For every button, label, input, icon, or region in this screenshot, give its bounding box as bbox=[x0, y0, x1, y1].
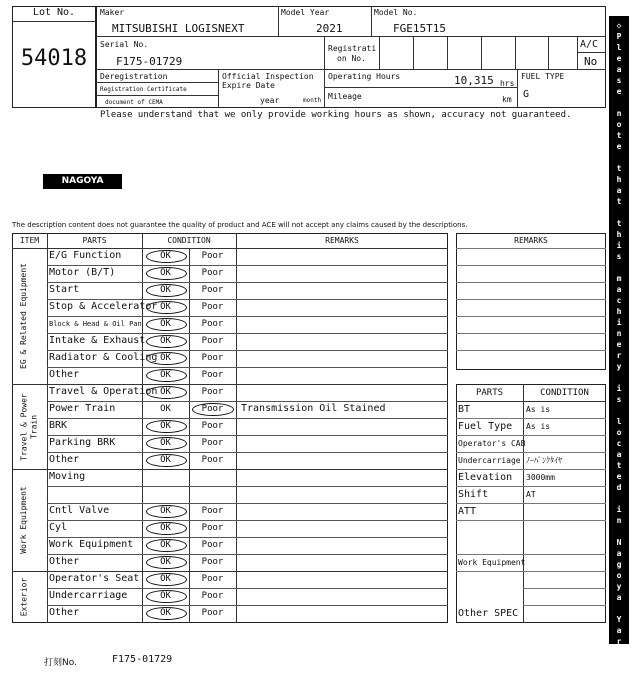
ok-option[interactable]: OK bbox=[160, 387, 171, 397]
side-notice-char: r bbox=[616, 351, 622, 360]
side-notice-char: n bbox=[616, 516, 622, 525]
spec-value: As is bbox=[526, 405, 551, 414]
poor-option[interactable]: Poor bbox=[201, 506, 224, 516]
group-label: EG & Related Equipment bbox=[19, 263, 28, 369]
ok-selected-circle bbox=[146, 369, 187, 382]
ok-selected-circle bbox=[146, 590, 187, 603]
disclaimer: The description content does not guarantee the quality of product and ACE will not accept any claims caused by the descriptions. bbox=[12, 221, 468, 229]
part-label: Intake & Exhaust bbox=[49, 335, 146, 346]
stamp-value: F175-01729 bbox=[112, 654, 173, 665]
km-unit: km bbox=[502, 95, 512, 104]
side-notice-char: l bbox=[616, 43, 622, 52]
ok-option[interactable]: OK bbox=[160, 319, 171, 329]
side-notice-char: d bbox=[616, 483, 622, 492]
serial-label: Serial No. bbox=[100, 40, 149, 49]
ok-option[interactable]: OK bbox=[160, 540, 171, 550]
side-notice-char bbox=[609, 372, 629, 383]
side-notice-char: i bbox=[616, 384, 622, 393]
side-notice-char bbox=[609, 207, 629, 218]
part-label: BRK bbox=[49, 420, 68, 431]
side-notice-char: i bbox=[616, 505, 622, 514]
ok-option[interactable]: OK bbox=[160, 268, 171, 278]
ok-option[interactable]: OK bbox=[160, 438, 171, 448]
poor-option[interactable]: Poor bbox=[201, 302, 224, 312]
year-label: year bbox=[260, 96, 280, 105]
part-label: Power Train bbox=[49, 403, 116, 414]
model-year-label: Model Year bbox=[281, 8, 330, 17]
spec-header-parts: PARTS bbox=[475, 388, 504, 398]
poor-option[interactable]: Poor bbox=[201, 540, 224, 550]
ok-selected-circle bbox=[146, 250, 187, 263]
part-label: Other bbox=[49, 607, 80, 618]
remark-text: Transmission Oil Stained bbox=[241, 403, 386, 414]
spec-part-label: Shift bbox=[458, 489, 489, 500]
poor-option[interactable]: Poor bbox=[201, 591, 224, 601]
ok-option[interactable]: OK bbox=[160, 574, 171, 584]
side-notice-char: t bbox=[616, 164, 622, 173]
poor-option[interactable]: Poor bbox=[201, 387, 224, 397]
side-notice-char: t bbox=[616, 219, 622, 228]
side-notice-char: e bbox=[616, 142, 622, 151]
dereg-sub2: document of CEMA bbox=[105, 99, 163, 106]
part-label: Other bbox=[49, 369, 80, 380]
ok-selected-circle bbox=[146, 539, 187, 552]
ok-selected-circle bbox=[146, 335, 187, 348]
ok-selected-circle bbox=[146, 522, 187, 535]
model-no-label: Model No. bbox=[374, 8, 418, 17]
spec-value: AT bbox=[526, 490, 536, 499]
poor-option[interactable]: Poor bbox=[201, 574, 224, 584]
part-label: Moving bbox=[49, 471, 86, 482]
side-notice-char: s bbox=[616, 252, 622, 261]
spec-part-label: BT bbox=[458, 404, 471, 415]
ok-selected-circle bbox=[146, 556, 187, 569]
side-notice-char: a bbox=[616, 285, 622, 294]
poor-option[interactable]: Poor bbox=[201, 421, 224, 431]
part-label: Parking BRK bbox=[49, 437, 116, 448]
ok-selected-circle bbox=[146, 267, 187, 280]
side-notice-char: s bbox=[616, 76, 622, 85]
side-notice-char: y bbox=[616, 582, 622, 591]
part-label: Block & Head & Oil Pan bbox=[49, 320, 142, 328]
spec-work-equipment-label: Work Equipment bbox=[458, 558, 526, 567]
side-notice-char: e bbox=[616, 87, 622, 96]
ok-option[interactable]: OK bbox=[160, 370, 171, 380]
side-notice-char: h bbox=[616, 307, 622, 316]
lot-label: Lot No. bbox=[32, 7, 76, 18]
ok-option[interactable]: OK bbox=[160, 506, 171, 516]
poor-option[interactable]: Poor bbox=[201, 370, 224, 380]
model-no-value: FGE15T15 bbox=[393, 22, 446, 35]
side-notice-char: Y bbox=[616, 615, 622, 624]
stamp-label: 打刻No. bbox=[44, 658, 77, 668]
lot-number: 54018 bbox=[20, 46, 88, 71]
ok-option[interactable]: OK bbox=[160, 353, 171, 363]
side-notice-char bbox=[609, 493, 629, 504]
part-label: Other bbox=[49, 556, 80, 567]
side-notice-strip bbox=[609, 16, 629, 668]
mileage-label: Mileage bbox=[328, 92, 362, 101]
ok-option[interactable]: OK bbox=[160, 285, 171, 295]
side-notice-char: e bbox=[616, 340, 622, 349]
side-notice-char: a bbox=[616, 593, 622, 602]
header-item: ITEM bbox=[19, 236, 40, 245]
poor-option[interactable]: Poor bbox=[201, 438, 224, 448]
part-label: Work Equipment bbox=[49, 539, 134, 550]
part-label: Radiator & Cooling bbox=[49, 352, 158, 363]
model-year-value: 2021 bbox=[316, 22, 343, 35]
side-notice-char: a bbox=[616, 626, 622, 635]
side-notice-char: P bbox=[616, 32, 622, 41]
location-badge: NAGOYA bbox=[43, 174, 122, 189]
ok-option[interactable]: OK bbox=[160, 557, 171, 567]
ok-option[interactable]: OK bbox=[160, 302, 171, 312]
ok-option[interactable]: OK bbox=[160, 404, 171, 414]
ok-option[interactable]: OK bbox=[160, 421, 171, 431]
side-notice-char: e bbox=[616, 472, 622, 481]
part-label: E/G Function bbox=[49, 250, 122, 261]
serial-value: F175-01729 bbox=[116, 55, 183, 68]
side-notice-char: o bbox=[616, 571, 622, 580]
side-notice-char: h bbox=[616, 175, 622, 184]
part-label: Start bbox=[49, 284, 80, 295]
ok-selected-circle bbox=[146, 607, 187, 620]
side-notice-char: ◇ bbox=[616, 21, 622, 30]
poor-option[interactable]: Poor bbox=[201, 251, 224, 261]
side-notice-char: t bbox=[616, 197, 622, 206]
part-label: Cyl bbox=[49, 522, 68, 533]
registration-label-1: Registrati bbox=[328, 44, 377, 53]
side-notice-char bbox=[609, 262, 629, 273]
maker-label: Maker bbox=[100, 8, 125, 17]
ok-selected-circle bbox=[146, 573, 187, 586]
ok-selected-circle bbox=[146, 284, 187, 297]
ok-option[interactable]: OK bbox=[160, 523, 171, 533]
spec-part-label: ATT bbox=[458, 506, 477, 517]
ac-label: A/C bbox=[580, 39, 599, 50]
side-notice-char: s bbox=[616, 395, 622, 404]
side-notice-char: o bbox=[616, 120, 622, 129]
ok-option[interactable]: OK bbox=[160, 455, 171, 465]
side-notice-char: a bbox=[616, 65, 622, 74]
part-label: Motor (B/T) bbox=[49, 267, 116, 278]
side-notice-char: y bbox=[616, 362, 622, 371]
registration-label-2: on No. bbox=[337, 54, 366, 63]
poor-option[interactable]: Poor bbox=[201, 268, 224, 278]
side-notice-char: N bbox=[616, 538, 622, 547]
right-header-remarks: REMARKS bbox=[514, 236, 548, 245]
side-notice-char: t bbox=[616, 131, 622, 140]
side-notice-char: n bbox=[616, 109, 622, 118]
side-notice-char: h bbox=[616, 230, 622, 239]
poor-option[interactable]: Poor bbox=[201, 404, 224, 414]
ok-selected-circle bbox=[146, 420, 187, 433]
poor-option[interactable]: Poor bbox=[201, 319, 224, 329]
poor-option[interactable]: Poor bbox=[201, 455, 224, 465]
side-notice-char: i bbox=[616, 241, 622, 250]
inspection-label-1: Official Inspection bbox=[222, 72, 314, 81]
side-notice-text bbox=[609, 16, 629, 669]
side-notice-char: t bbox=[616, 461, 622, 470]
poor-option[interactable]: Poor bbox=[201, 523, 224, 533]
side-notice-char bbox=[609, 97, 629, 108]
header-parts: PARTS bbox=[82, 236, 107, 245]
ok-selected-circle bbox=[146, 386, 187, 399]
part-label: Stop & Accelerator bbox=[49, 301, 158, 312]
hrs-unit: hrs bbox=[500, 79, 515, 88]
side-notice-char: c bbox=[616, 296, 622, 305]
ok-selected-circle bbox=[146, 454, 187, 467]
side-notice-char: ◇ bbox=[616, 659, 622, 668]
side-notice-char: m bbox=[616, 274, 622, 283]
month-label: month bbox=[303, 97, 322, 104]
spec-part-label: Undercarriage bbox=[458, 456, 521, 465]
side-notice-char bbox=[609, 152, 629, 163]
side-notice-char: i bbox=[616, 318, 622, 327]
side-notice-char: n bbox=[616, 329, 622, 338]
hours-notice: Please understand that we only provide working hours as shown, accuracy not guaranteed. bbox=[100, 110, 572, 120]
ok-option[interactable]: OK bbox=[160, 251, 171, 261]
spec-value: ﾉｰﾊﾟﾝｸﾀｲﾔ bbox=[526, 456, 562, 465]
operating-hours-label: Operating Hours bbox=[328, 72, 401, 81]
part-label: Undercarriage bbox=[49, 590, 128, 601]
spec-other-label: Other SPEC bbox=[458, 608, 519, 619]
dereg-sub1: Registration Certificate bbox=[100, 86, 187, 93]
ok-selected-circle bbox=[146, 318, 187, 331]
poor-option[interactable]: Poor bbox=[201, 353, 224, 363]
spec-part-label: Operator's CAB bbox=[458, 439, 526, 448]
group-label: Exterior bbox=[19, 577, 28, 616]
side-notice-char: a bbox=[616, 186, 622, 195]
poor-option[interactable]: Poor bbox=[201, 557, 224, 567]
part-label: Other bbox=[49, 454, 80, 465]
header-remarks: REMARKS bbox=[325, 236, 359, 245]
part-label: Operator's Seat bbox=[49, 573, 140, 584]
fuel-type-value: G bbox=[523, 89, 530, 100]
side-notice-char: e bbox=[616, 54, 622, 63]
side-notice-char: a bbox=[616, 450, 622, 459]
spec-part-label: Fuel Type bbox=[458, 421, 513, 432]
spec-value: 3000mm bbox=[526, 473, 555, 482]
ac-value: No bbox=[584, 55, 598, 68]
maker-value: MITSUBISHI LOGISNEXT bbox=[112, 22, 245, 35]
side-notice-char bbox=[609, 526, 629, 537]
poor-option[interactable]: Poor bbox=[201, 285, 224, 295]
header-condition: CONDITION bbox=[167, 236, 211, 245]
spec-part-label: Elevation bbox=[458, 472, 513, 483]
ok-selected-circle bbox=[146, 437, 187, 450]
ok-option[interactable]: OK bbox=[160, 608, 171, 618]
operating-hours-value: 10,315 bbox=[454, 74, 494, 87]
side-notice-char: r bbox=[616, 637, 622, 646]
group-label: Work Equipment bbox=[19, 486, 28, 554]
fuel-type-label: FUEL TYPE bbox=[521, 72, 565, 81]
ok-selected-circle bbox=[146, 505, 187, 518]
side-notice-char: d bbox=[616, 648, 622, 657]
side-notice-char: a bbox=[616, 549, 622, 558]
group-label: Travel & Power Train bbox=[19, 392, 38, 461]
side-notice-char: g bbox=[616, 560, 622, 569]
side-notice-char: c bbox=[616, 439, 622, 448]
spec-header-condition: CONDITION bbox=[540, 388, 589, 398]
side-notice-char bbox=[609, 603, 629, 614]
poor-option[interactable]: Poor bbox=[201, 336, 224, 346]
side-notice-char: l bbox=[616, 417, 622, 426]
part-label: Travel & Operation bbox=[49, 386, 158, 397]
side-notice-char bbox=[609, 405, 629, 416]
ok-option[interactable]: OK bbox=[160, 591, 171, 601]
side-notice-char: o bbox=[616, 428, 622, 437]
inspection-label-2: Expire Date bbox=[222, 81, 275, 90]
ok-selected-circle bbox=[146, 301, 187, 314]
ok-selected-circle bbox=[146, 352, 187, 365]
part-label: Cntl Valve bbox=[49, 505, 110, 516]
poor-option[interactable]: Poor bbox=[201, 608, 224, 618]
spec-value: As is bbox=[526, 422, 551, 431]
dereg-label: Deregistration bbox=[100, 72, 168, 81]
ok-option[interactable]: OK bbox=[160, 336, 171, 346]
poor-selected-circle bbox=[192, 403, 234, 416]
